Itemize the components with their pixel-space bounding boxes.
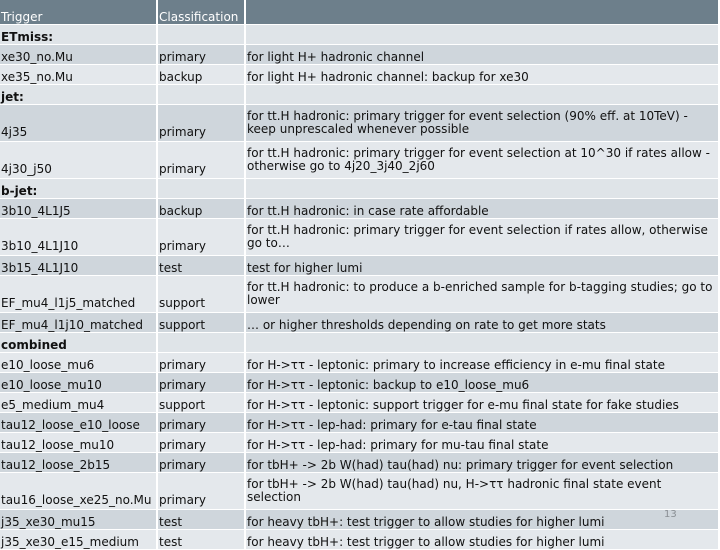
table-row	[0, 142, 720, 179]
trigger-cell: 3b10_4L1J5	[0, 199, 158, 219]
table-row	[0, 373, 720, 393]
section-label: combined	[0, 333, 158, 353]
classification-cell: backup	[158, 199, 246, 219]
table-row	[0, 105, 720, 142]
table-row	[0, 219, 720, 256]
table-body	[0, 25, 720, 550]
trigger-cell: xe30_no.Mu	[0, 45, 158, 65]
trigger-cell: e5_medium_mu4	[0, 393, 158, 413]
table-row	[0, 353, 720, 373]
description-cell: for tbH+ -> 2b W(had) tau(had) nu, H->ττ hadronic final state event selection	[246, 473, 720, 510]
table-row	[0, 433, 720, 453]
trigger-cell: 3b15_4L1J10	[0, 256, 158, 276]
description-cell: for tt.H hadronic: primary trigger for event selection at 10^30 if rates allow - otherwise go to 4j20_3j40_2j60	[246, 142, 720, 179]
classification-cell: backup	[158, 65, 246, 85]
classification-cell: test	[158, 510, 246, 530]
classification-cell: primary	[158, 473, 246, 510]
section-blank-cell	[246, 25, 720, 45]
classification-cell: test	[158, 256, 246, 276]
description-cell: for tt.H hadronic: to produce a b-enriched sample for b-tagging studies; go to lower	[246, 276, 720, 313]
table-header-row	[0, 0, 720, 25]
table-row	[0, 313, 720, 333]
description-cell: for H->ττ - lep-had: primary for mu-tau final state	[246, 433, 720, 453]
classification-cell: test	[158, 530, 246, 550]
description-cell: for tt.H hadronic: primary trigger for event selection (90% eff. at 10TeV) - keep unprescaled whenever possible	[246, 105, 720, 142]
header-classification: Classification	[158, 0, 246, 25]
description-cell: for H->ττ - leptonic: backup to e10_loose_mu6	[246, 373, 720, 393]
trigger-cell: xe35_no.Mu	[0, 65, 158, 85]
description-cell: test for higher lumi	[246, 256, 720, 276]
section-blank-cell	[246, 179, 720, 199]
section-header-row	[0, 179, 720, 199]
table-row	[0, 65, 720, 85]
page-number: 13	[664, 509, 677, 520]
description-cell: for tt.H hadronic: in case rate affordable	[246, 199, 720, 219]
table-row	[0, 393, 720, 413]
section-blank-cell	[246, 333, 720, 353]
section-blank-cell	[158, 25, 246, 45]
section-label: b-jet:	[0, 179, 158, 199]
table-row	[0, 473, 720, 510]
description-cell: for light H+ hadronic channel	[246, 45, 720, 65]
classification-cell: support	[158, 313, 246, 333]
description-cell: for heavy tbH+: test trigger to allow studies for higher lumi	[246, 530, 720, 550]
description-cell: for H->ττ - leptonic: primary to increase efficiency in e-mu final state	[246, 353, 720, 373]
trigger-cell: 3b10_4L1J10	[0, 219, 158, 256]
description-cell: for tbH+ -> 2b W(had) tau(had) nu: primary trigger for event selection	[246, 453, 720, 473]
classification-cell: primary	[158, 219, 246, 256]
classification-cell: support	[158, 393, 246, 413]
description-cell: for light H+ hadronic channel: backup for xe30	[246, 65, 720, 85]
classification-cell: primary	[158, 353, 246, 373]
header-trigger: Trigger	[0, 0, 158, 25]
classification-cell: primary	[158, 142, 246, 179]
trigger-cell: j35_xe30_mu15	[0, 510, 158, 530]
classification-cell: support	[158, 276, 246, 313]
trigger-cell: EF_mu4_l1j10_matched	[0, 313, 158, 333]
classification-cell: primary	[158, 373, 246, 393]
trigger-cell: 4j35	[0, 105, 158, 142]
description-cell: for tt.H hadronic: primary trigger for event selection if rates allow, otherwise go to…	[246, 219, 720, 256]
trigger-cell: j35_xe30_e15_medium	[0, 530, 158, 550]
description-cell: for H->ττ - lep-had: primary for e-tau final state	[246, 413, 720, 433]
trigger-cell: tau12_loose_mu10	[0, 433, 158, 453]
classification-cell: primary	[158, 453, 246, 473]
classification-cell: primary	[158, 45, 246, 65]
trigger-cell: tau16_loose_xe25_no.Mu	[0, 473, 158, 510]
table-row	[0, 276, 720, 313]
classification-cell: primary	[158, 413, 246, 433]
description-cell: for H->ττ - leptonic: support trigger for e-mu final state for fake studies	[246, 393, 720, 413]
section-label: jet:	[0, 85, 158, 105]
description-cell: for heavy tbH+: test trigger to allow studies for higher lumi	[246, 510, 720, 530]
trigger-cell: e10_loose_mu6	[0, 353, 158, 373]
section-header-row	[0, 333, 720, 353]
section-blank-cell	[158, 179, 246, 199]
table-row	[0, 45, 720, 65]
trigger-cell: EF_mu4_l1j5_matched	[0, 276, 158, 313]
table-row	[0, 453, 720, 473]
section-blank-cell	[158, 333, 246, 353]
trigger-cell: e10_loose_mu10	[0, 373, 158, 393]
trigger-cell: tau12_loose_e10_loose	[0, 413, 158, 433]
trigger-cell: tau12_loose_2b15	[0, 453, 158, 473]
description-cell: … or higher thresholds depending on rate to get more stats	[246, 313, 720, 333]
classification-cell: primary	[158, 433, 246, 453]
table-row	[0, 199, 720, 219]
section-blank-cell	[246, 85, 720, 105]
section-label: ETmiss:	[0, 25, 158, 45]
trigger-cell: 4j30_j50	[0, 142, 158, 179]
classification-cell: primary	[158, 105, 246, 142]
table-row	[0, 256, 720, 276]
table-row	[0, 413, 720, 433]
table-row	[0, 530, 720, 550]
header-description	[246, 0, 720, 25]
section-header-row	[0, 25, 720, 45]
section-header-row	[0, 85, 720, 105]
section-blank-cell	[158, 85, 246, 105]
table-row	[0, 510, 720, 530]
